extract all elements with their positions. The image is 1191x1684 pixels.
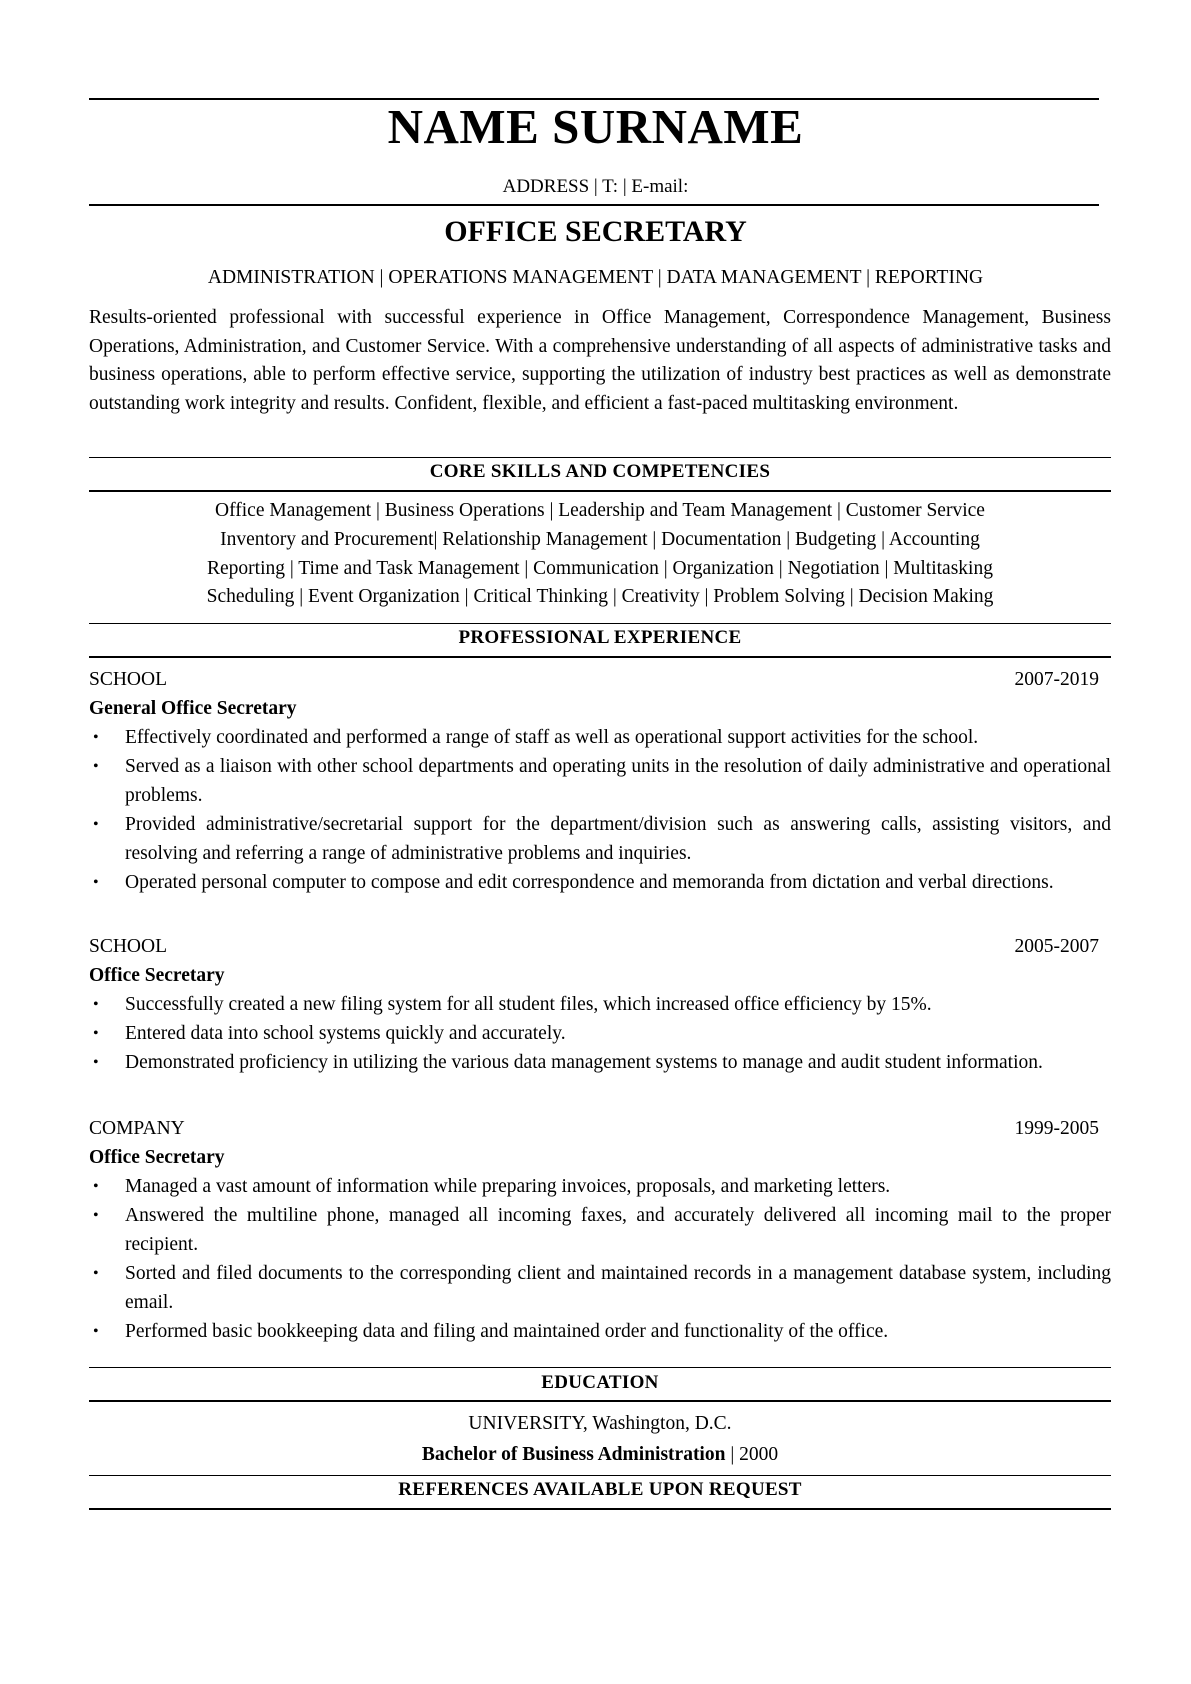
duty-text: Performed basic bookkeeping data and filing and maintained order and functionality of the office. [125,1321,889,1342]
employment-dates: 1999-2005 [1014,1118,1099,1139]
job-duties [89,990,1111,1077]
skills-line: Inventory and Procurement| Relationship Management | Documentation | Budgeting | Accounting [220,528,980,550]
skills-top-divider [89,457,1111,458]
bullet-icon: • [93,874,99,891]
bullet-icon: • [93,1265,99,1282]
bullet-icon: • [93,758,99,775]
job-entry [89,933,1099,1077]
duty-item [89,1317,1111,1346]
duty-item [89,752,1111,810]
bullet-icon: • [93,816,99,833]
duty-text: Effectively coordinated and performed a range of staff as well as operational support activities for the school. [125,727,979,748]
job-entry [89,1115,1111,1346]
experience-bottom-divider [89,656,1111,658]
skills-bottom-divider [89,490,1111,492]
contact-divider [89,204,1099,206]
job-duties [89,1172,1111,1346]
graduation-year: 2000 [739,1444,779,1465]
bullet-icon: • [93,1178,99,1195]
contact-line: ADDRESS | T: | E-mail: [502,176,689,197]
degree-line [89,1444,1111,1466]
duty-item [89,1259,1111,1317]
bullet-icon: • [93,1323,99,1340]
skills-list [89,497,1111,612]
education-heading: EDUCATION [541,1372,659,1393]
job-title: Office Secretary [89,1147,225,1168]
references-note: REFERENCES AVAILABLE UPON REQUEST [398,1479,802,1500]
duty-item [89,990,1111,1019]
professional-summary: Results-oriented professional with successful experience in Office Management, Correspondence Management, Business Operations, Administration, and Customer Service. With a comprehensive understanding of all aspects of administrative tasks and business operations, able to perform effective service, supporting the utilization of industry best practices as well as demonstrate outstanding work integrity and results. Confident, flexible, and efficient a fast-paced multitasking environment. [89,307,1111,414]
bullet-icon: • [93,1207,99,1224]
references-top-divider [89,1475,1111,1476]
education-bottom-divider [89,1400,1111,1402]
duty-text: Entered data into school systems quickly and accurately. [125,1023,566,1044]
duty-text: Sorted and filed documents to the corresponding client and maintained records in a management database system, including email. [125,1263,1111,1313]
job-header [89,933,1099,961]
duty-item [89,1172,1111,1201]
job-header [89,1115,1099,1143]
bullet-icon: • [93,996,99,1013]
employer-name: COMPANY [89,1118,185,1139]
skills-heading: CORE SKILLS AND COMPETENCIES [429,461,771,482]
duty-text: Answered the multiline phone, managed all incoming faxes, and accurately delivered all incoming mail to the proper recipient. [125,1205,1111,1255]
bullet-icon: • [93,1025,99,1042]
employment-dates: 2007-2019 [1014,669,1099,690]
employer-name: SCHOOL [89,669,168,690]
duty-text: Successfully created a new filing system for all student files, which increased office efficiency by 15%. [125,994,932,1015]
employer-name: SCHOOL [89,936,168,957]
education-top-divider [89,1367,1111,1368]
degree-name: Bachelor of Business Administration [421,1444,726,1465]
university-line: UNIVERSITY, Washington, D.C. [468,1413,732,1434]
duty-item [89,1048,1111,1077]
duty-text: Managed a vast amount of information while preparing invoices, proposals, and marketing letters. [125,1176,891,1197]
duty-item [89,723,1111,752]
duty-text: Served as a liaison with other school departments and operating units in the resolution of daily administrative and operational problems. [125,756,1111,806]
bullet-icon: • [93,729,99,746]
job-entry [89,666,1111,897]
skills-line: Office Management | Business Operations | Leadership and Team Management | Customer Service [215,500,985,521]
experience-top-divider [89,623,1111,624]
degree-separator: | [725,1444,740,1465]
references-bottom-divider [89,1508,1111,1510]
job-title: General Office Secretary [89,698,297,719]
candidate-name: NAME SURNAME [387,99,804,154]
duty-text: Operated personal computer to compose and edit correspondence and memoranda from dictation and verbal directions. [125,872,1054,893]
skills-line: Scheduling | Event Organization | Critical Thinking | Creativity | Problem Solving | Decision Making [206,586,994,608]
duty-item [89,868,1111,897]
skills-line: Reporting | Time and Task Management | Communication | Organization | Negotiation | Multitasking [207,557,993,579]
job-role-title: OFFICE SECRETARY [444,215,747,248]
duty-item [89,810,1111,868]
experience-heading: PROFESSIONAL EXPERIENCE [458,627,742,648]
bullet-icon: • [93,1054,99,1071]
employment-dates: 2005-2007 [1014,936,1099,957]
job-header [89,666,1099,694]
duty-item [89,1201,1111,1259]
duty-item [89,1019,1111,1048]
job-title: Office Secretary [89,965,225,986]
duty-text: Demonstrated proficiency in utilizing the various data management systems to manage and audit student information. [125,1052,1043,1073]
job-duties [89,723,1111,897]
focus-areas: ADMINISTRATION | OPERATIONS MANAGEMENT | DATA MANAGEMENT | REPORTING [207,267,984,288]
duty-text: Provided administrative/secretarial support for the department/division such as answering calls, assisting visitors, and resolving and referring a range of administrative problems and inquiries. [125,814,1111,864]
